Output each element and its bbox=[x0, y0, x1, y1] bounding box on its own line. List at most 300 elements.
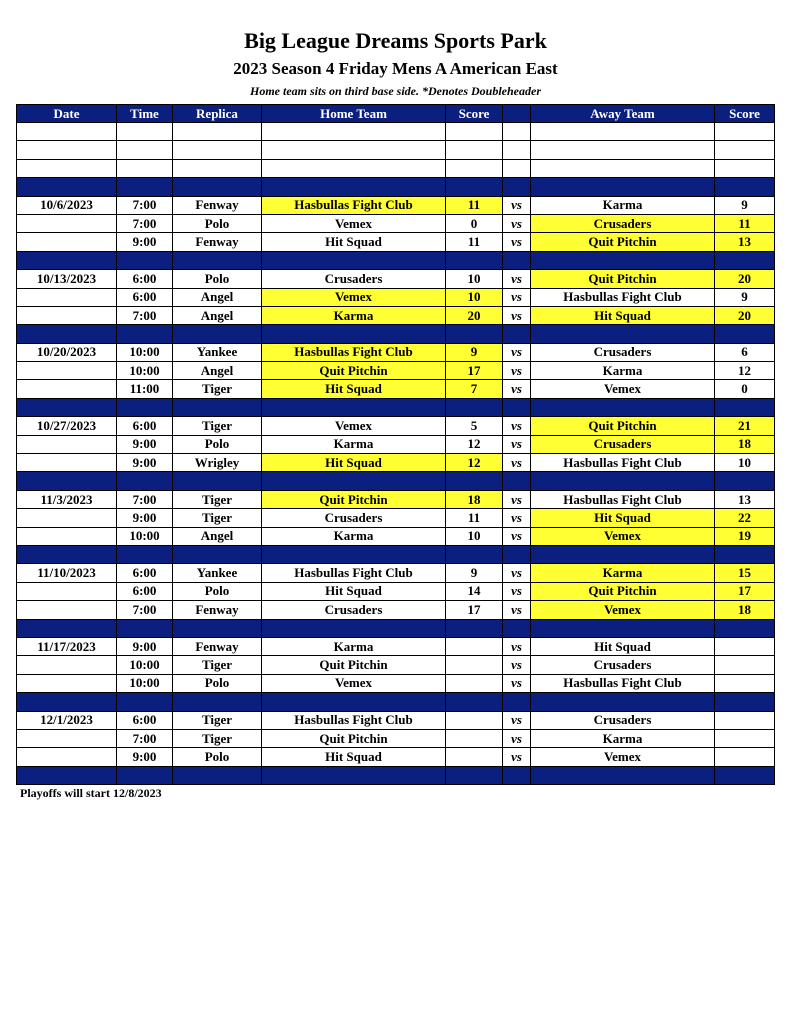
week-separator-row bbox=[17, 398, 775, 416]
home-score-cell: 7 bbox=[446, 380, 503, 398]
schedule-body bbox=[17, 123, 775, 785]
game-row bbox=[17, 656, 775, 674]
separator-cell bbox=[446, 472, 503, 490]
game-row bbox=[17, 454, 775, 472]
separator-cell bbox=[715, 545, 775, 563]
away-team-cell: Crusaders bbox=[531, 711, 715, 729]
separator-cell bbox=[531, 398, 715, 416]
time-cell: 6:00 bbox=[117, 582, 173, 600]
game-row bbox=[17, 270, 775, 288]
time-cell: 6:00 bbox=[117, 711, 173, 729]
vs-cell: vs bbox=[503, 270, 531, 288]
separator-cell bbox=[173, 178, 262, 196]
home-team-cell: Vemex bbox=[262, 417, 446, 435]
home-team-cell: Vemex bbox=[262, 214, 446, 232]
home-team-cell: Karma bbox=[262, 435, 446, 453]
empty-cell bbox=[173, 159, 262, 177]
column-header-home-score: Score bbox=[446, 105, 503, 123]
date-cell bbox=[17, 729, 117, 747]
separator-cell bbox=[262, 545, 446, 563]
home-score-cell: 17 bbox=[446, 601, 503, 619]
separator-cell bbox=[531, 545, 715, 563]
vs-cell: vs bbox=[503, 362, 531, 380]
separator-cell bbox=[117, 545, 173, 563]
game-row bbox=[17, 601, 775, 619]
home-score-cell bbox=[446, 656, 503, 674]
time-cell: 9:00 bbox=[117, 748, 173, 766]
home-team-cell: Hit Squad bbox=[262, 380, 446, 398]
game-row bbox=[17, 729, 775, 747]
separator-cell bbox=[715, 619, 775, 637]
replica-field-cell: Polo bbox=[173, 674, 262, 692]
replica-field-cell: Polo bbox=[173, 748, 262, 766]
time-cell: 7:00 bbox=[117, 490, 173, 508]
separator-cell bbox=[503, 766, 531, 784]
separator-cell bbox=[715, 766, 775, 784]
game-row bbox=[17, 527, 775, 545]
away-team-cell: Quit Pitchin bbox=[531, 417, 715, 435]
home-team-cell: Karma bbox=[262, 637, 446, 655]
empty-cell bbox=[262, 123, 446, 141]
vs-cell: vs bbox=[503, 582, 531, 600]
time-cell: 6:00 bbox=[117, 270, 173, 288]
away-score-cell: 12 bbox=[715, 362, 775, 380]
away-team-cell: Quit Pitchin bbox=[531, 233, 715, 251]
replica-field-cell: Polo bbox=[173, 582, 262, 600]
replica-field-cell: Polo bbox=[173, 270, 262, 288]
separator-cell bbox=[715, 693, 775, 711]
vs-cell: vs bbox=[503, 454, 531, 472]
empty-cell bbox=[117, 141, 173, 159]
replica-field-cell: Fenway bbox=[173, 601, 262, 619]
away-score-cell: 0 bbox=[715, 380, 775, 398]
date-cell bbox=[17, 233, 117, 251]
game-row bbox=[17, 564, 775, 582]
separator-cell bbox=[262, 693, 446, 711]
separator-cell bbox=[715, 325, 775, 343]
vs-cell: vs bbox=[503, 233, 531, 251]
separator-cell bbox=[117, 398, 173, 416]
away-score-cell: 13 bbox=[715, 233, 775, 251]
home-score-cell bbox=[446, 729, 503, 747]
empty-cell bbox=[715, 159, 775, 177]
home-score-cell: 11 bbox=[446, 233, 503, 251]
home-score-cell: 10 bbox=[446, 288, 503, 306]
vs-cell: vs bbox=[503, 527, 531, 545]
away-score-cell: 18 bbox=[715, 601, 775, 619]
replica-field-cell: Fenway bbox=[173, 637, 262, 655]
home-score-cell: 10 bbox=[446, 270, 503, 288]
separator-cell bbox=[715, 398, 775, 416]
separator-cell bbox=[262, 472, 446, 490]
away-team-cell: Quit Pitchin bbox=[531, 270, 715, 288]
separator-cell bbox=[446, 693, 503, 711]
date-cell bbox=[17, 362, 117, 380]
separator-cell bbox=[17, 766, 117, 784]
vs-cell: vs bbox=[503, 214, 531, 232]
vs-cell: vs bbox=[503, 711, 531, 729]
game-row bbox=[17, 417, 775, 435]
home-score-cell: 0 bbox=[446, 214, 503, 232]
separator-cell bbox=[446, 398, 503, 416]
page-title: Big League Dreams Sports Park bbox=[244, 28, 547, 53]
away-team-cell: Karma bbox=[531, 729, 715, 747]
separator-cell bbox=[503, 251, 531, 269]
vs-cell: vs bbox=[503, 729, 531, 747]
replica-field-cell: Polo bbox=[173, 214, 262, 232]
separator-cell bbox=[262, 398, 446, 416]
replica-field-cell: Angel bbox=[173, 527, 262, 545]
away-team-cell: Crusaders bbox=[531, 343, 715, 361]
away-team-cell: Karma bbox=[531, 362, 715, 380]
week-separator-row bbox=[17, 693, 775, 711]
empty-cell bbox=[446, 159, 503, 177]
vs-cell: vs bbox=[503, 748, 531, 766]
date-cell bbox=[17, 601, 117, 619]
time-cell: 7:00 bbox=[117, 729, 173, 747]
time-cell: 7:00 bbox=[117, 306, 173, 324]
home-team-cell: Hit Squad bbox=[262, 454, 446, 472]
away-team-cell: Vemex bbox=[531, 748, 715, 766]
separator-cell bbox=[446, 251, 503, 269]
empty-cell bbox=[715, 123, 775, 141]
page-subtitle: 2023 Season 4 Friday Mens A American East bbox=[233, 59, 558, 78]
header-row bbox=[17, 105, 775, 123]
separator-cell bbox=[503, 178, 531, 196]
game-row bbox=[17, 674, 775, 692]
home-score-cell: 11 bbox=[446, 509, 503, 527]
blank-row bbox=[17, 123, 775, 141]
home-score-cell: 11 bbox=[446, 196, 503, 214]
empty-cell bbox=[503, 141, 531, 159]
separator-cell bbox=[173, 766, 262, 784]
home-score-cell: 18 bbox=[446, 490, 503, 508]
home-score-cell: 12 bbox=[446, 454, 503, 472]
separator-cell bbox=[503, 619, 531, 637]
away-score-cell: 11 bbox=[715, 214, 775, 232]
game-row bbox=[17, 214, 775, 232]
date-cell bbox=[17, 380, 117, 398]
separator-cell bbox=[117, 693, 173, 711]
game-row bbox=[17, 306, 775, 324]
date-cell bbox=[17, 582, 117, 600]
vs-cell: vs bbox=[503, 509, 531, 527]
away-team-cell: Quit Pitchin bbox=[531, 582, 715, 600]
separator-cell bbox=[262, 178, 446, 196]
home-team-cell: Hasbullas Fight Club bbox=[262, 564, 446, 582]
vs-cell: vs bbox=[503, 196, 531, 214]
date-cell: 10/6/2023 bbox=[17, 196, 117, 214]
empty-cell bbox=[17, 123, 117, 141]
week-separator-row bbox=[17, 178, 775, 196]
page-note: Home team sits on third base side. *Denotes Doubleheader bbox=[250, 84, 541, 98]
home-team-cell: Crusaders bbox=[262, 270, 446, 288]
empty-cell bbox=[17, 141, 117, 159]
separator-cell bbox=[503, 325, 531, 343]
away-score-cell: 9 bbox=[715, 288, 775, 306]
away-score-cell bbox=[715, 656, 775, 674]
home-team-cell: Quit Pitchin bbox=[262, 656, 446, 674]
away-score-cell: 17 bbox=[715, 582, 775, 600]
game-row bbox=[17, 196, 775, 214]
time-cell: 9:00 bbox=[117, 509, 173, 527]
empty-cell bbox=[446, 123, 503, 141]
column-header-time: Time bbox=[117, 105, 173, 123]
away-score-cell: 22 bbox=[715, 509, 775, 527]
home-team-cell: Crusaders bbox=[262, 601, 446, 619]
home-team-cell: Karma bbox=[262, 527, 446, 545]
home-score-cell: 20 bbox=[446, 306, 503, 324]
empty-cell bbox=[715, 141, 775, 159]
separator-cell bbox=[17, 325, 117, 343]
game-row bbox=[17, 233, 775, 251]
time-cell: 11:00 bbox=[117, 380, 173, 398]
date-cell bbox=[17, 748, 117, 766]
vs-cell: vs bbox=[503, 417, 531, 435]
home-score-cell: 17 bbox=[446, 362, 503, 380]
game-row bbox=[17, 343, 775, 361]
away-score-cell bbox=[715, 748, 775, 766]
date-cell: 10/13/2023 bbox=[17, 270, 117, 288]
schedule-table bbox=[16, 104, 775, 785]
separator-cell bbox=[17, 545, 117, 563]
date-cell bbox=[17, 306, 117, 324]
empty-cell bbox=[117, 159, 173, 177]
away-score-cell bbox=[715, 674, 775, 692]
separator-cell bbox=[17, 472, 117, 490]
separator-cell bbox=[173, 472, 262, 490]
empty-cell bbox=[531, 123, 715, 141]
home-team-cell: Karma bbox=[262, 306, 446, 324]
time-cell: 9:00 bbox=[117, 435, 173, 453]
date-cell bbox=[17, 214, 117, 232]
separator-cell bbox=[17, 619, 117, 637]
empty-cell bbox=[503, 123, 531, 141]
date-cell: 10/27/2023 bbox=[17, 417, 117, 435]
date-cell bbox=[17, 288, 117, 306]
away-score-cell: 18 bbox=[715, 435, 775, 453]
separator-cell bbox=[446, 178, 503, 196]
date-cell: 11/17/2023 bbox=[17, 637, 117, 655]
game-row bbox=[17, 748, 775, 766]
home-team-cell: Crusaders bbox=[262, 509, 446, 527]
separator-cell bbox=[503, 472, 531, 490]
separator-cell bbox=[173, 693, 262, 711]
home-team-cell: Vemex bbox=[262, 288, 446, 306]
separator-cell bbox=[173, 251, 262, 269]
time-cell: 9:00 bbox=[117, 233, 173, 251]
empty-cell bbox=[531, 141, 715, 159]
game-row bbox=[17, 637, 775, 655]
empty-cell bbox=[446, 141, 503, 159]
away-score-cell: 6 bbox=[715, 343, 775, 361]
replica-field-cell: Angel bbox=[173, 288, 262, 306]
date-cell: 11/10/2023 bbox=[17, 564, 117, 582]
time-cell: 6:00 bbox=[117, 417, 173, 435]
game-row bbox=[17, 435, 775, 453]
column-header-date: Date bbox=[17, 105, 117, 123]
vs-cell: vs bbox=[503, 674, 531, 692]
away-team-cell: Crusaders bbox=[531, 656, 715, 674]
date-cell: 11/3/2023 bbox=[17, 490, 117, 508]
separator-cell bbox=[262, 325, 446, 343]
empty-cell bbox=[503, 159, 531, 177]
date-cell bbox=[17, 509, 117, 527]
empty-cell bbox=[262, 159, 446, 177]
away-score-cell bbox=[715, 637, 775, 655]
home-team-cell: Quit Pitchin bbox=[262, 490, 446, 508]
replica-field-cell: Tiger bbox=[173, 380, 262, 398]
vs-cell: vs bbox=[503, 343, 531, 361]
separator-cell bbox=[17, 693, 117, 711]
replica-field-cell: Angel bbox=[173, 362, 262, 380]
away-score-cell bbox=[715, 711, 775, 729]
away-team-cell: Hit Squad bbox=[531, 306, 715, 324]
away-team-cell: Crusaders bbox=[531, 214, 715, 232]
separator-cell bbox=[117, 325, 173, 343]
footer-note: Playoffs will start 12/8/2023 bbox=[20, 786, 162, 800]
home-team-cell: Quit Pitchin bbox=[262, 362, 446, 380]
away-score-cell: 21 bbox=[715, 417, 775, 435]
empty-cell bbox=[17, 159, 117, 177]
away-team-cell: Hasbullas Fight Club bbox=[531, 288, 715, 306]
away-team-cell: Hit Squad bbox=[531, 509, 715, 527]
home-team-cell: Vemex bbox=[262, 674, 446, 692]
date-cell: 12/1/2023 bbox=[17, 711, 117, 729]
separator-cell bbox=[715, 178, 775, 196]
replica-field-cell: Yankee bbox=[173, 343, 262, 361]
vs-cell: vs bbox=[503, 435, 531, 453]
replica-field-cell: Polo bbox=[173, 435, 262, 453]
game-row bbox=[17, 509, 775, 527]
separator-cell bbox=[503, 545, 531, 563]
date-cell bbox=[17, 435, 117, 453]
home-score-cell bbox=[446, 711, 503, 729]
separator-cell bbox=[173, 325, 262, 343]
home-team-cell: Hasbullas Fight Club bbox=[262, 196, 446, 214]
empty-cell bbox=[173, 141, 262, 159]
time-cell: 10:00 bbox=[117, 362, 173, 380]
separator-cell bbox=[531, 178, 715, 196]
separator-cell bbox=[531, 766, 715, 784]
separator-cell bbox=[17, 251, 117, 269]
away-team-cell: Crusaders bbox=[531, 435, 715, 453]
replica-field-cell: Tiger bbox=[173, 729, 262, 747]
week-separator-row bbox=[17, 545, 775, 563]
week-separator-row bbox=[17, 251, 775, 269]
replica-field-cell: Wrigley bbox=[173, 454, 262, 472]
away-team-cell: Hasbullas Fight Club bbox=[531, 674, 715, 692]
time-cell: 9:00 bbox=[117, 454, 173, 472]
game-row bbox=[17, 490, 775, 508]
separator-cell bbox=[503, 693, 531, 711]
game-row bbox=[17, 582, 775, 600]
away-team-cell: Vemex bbox=[531, 380, 715, 398]
time-cell: 6:00 bbox=[117, 564, 173, 582]
away-score-cell: 19 bbox=[715, 527, 775, 545]
time-cell: 7:00 bbox=[117, 601, 173, 619]
replica-field-cell: Fenway bbox=[173, 233, 262, 251]
vs-cell: vs bbox=[503, 490, 531, 508]
away-team-cell: Karma bbox=[531, 564, 715, 582]
away-score-cell: 13 bbox=[715, 490, 775, 508]
home-team-cell: Hasbullas Fight Club bbox=[262, 343, 446, 361]
separator-cell bbox=[446, 325, 503, 343]
replica-field-cell: Angel bbox=[173, 306, 262, 324]
date-cell bbox=[17, 454, 117, 472]
home-team-cell: Hit Squad bbox=[262, 748, 446, 766]
empty-cell bbox=[262, 141, 446, 159]
separator-cell bbox=[503, 398, 531, 416]
replica-field-cell: Tiger bbox=[173, 711, 262, 729]
home-team-cell: Hit Squad bbox=[262, 582, 446, 600]
replica-field-cell: Tiger bbox=[173, 509, 262, 527]
time-cell: 10:00 bbox=[117, 674, 173, 692]
away-team-cell: Vemex bbox=[531, 527, 715, 545]
away-score-cell: 10 bbox=[715, 454, 775, 472]
separator-cell bbox=[117, 619, 173, 637]
separator-cell bbox=[117, 766, 173, 784]
away-score-cell: 20 bbox=[715, 306, 775, 324]
separator-cell bbox=[17, 178, 117, 196]
home-score-cell bbox=[446, 674, 503, 692]
away-team-cell: Hit Squad bbox=[531, 637, 715, 655]
separator-cell bbox=[173, 398, 262, 416]
separator-cell bbox=[117, 178, 173, 196]
column-header-vs bbox=[503, 105, 531, 123]
date-cell bbox=[17, 527, 117, 545]
home-score-cell bbox=[446, 748, 503, 766]
date-cell bbox=[17, 656, 117, 674]
time-cell: 10:00 bbox=[117, 656, 173, 674]
time-cell: 7:00 bbox=[117, 214, 173, 232]
replica-field-cell: Fenway bbox=[173, 196, 262, 214]
blank-row bbox=[17, 141, 775, 159]
separator-cell bbox=[715, 472, 775, 490]
empty-cell bbox=[173, 123, 262, 141]
separator-cell bbox=[531, 693, 715, 711]
empty-cell bbox=[531, 159, 715, 177]
separator-cell bbox=[262, 251, 446, 269]
date-cell: 10/20/2023 bbox=[17, 343, 117, 361]
separator-cell bbox=[531, 472, 715, 490]
separator-cell bbox=[17, 398, 117, 416]
separator-cell bbox=[715, 251, 775, 269]
away-team-cell: Hasbullas Fight Club bbox=[531, 454, 715, 472]
away-team-cell: Hasbullas Fight Club bbox=[531, 490, 715, 508]
separator-cell bbox=[446, 545, 503, 563]
away-score-cell: 20 bbox=[715, 270, 775, 288]
column-header-replica: Replica bbox=[173, 105, 262, 123]
separator-cell bbox=[446, 619, 503, 637]
vs-cell: vs bbox=[503, 564, 531, 582]
separator-cell bbox=[446, 766, 503, 784]
home-score-cell: 9 bbox=[446, 343, 503, 361]
away-score-cell: 15 bbox=[715, 564, 775, 582]
replica-field-cell: Tiger bbox=[173, 417, 262, 435]
separator-cell bbox=[531, 251, 715, 269]
separator-cell bbox=[173, 619, 262, 637]
away-team-cell: Vemex bbox=[531, 601, 715, 619]
home-score-cell bbox=[446, 637, 503, 655]
home-team-cell: Hasbullas Fight Club bbox=[262, 711, 446, 729]
home-score-cell: 5 bbox=[446, 417, 503, 435]
vs-cell: vs bbox=[503, 656, 531, 674]
separator-cell bbox=[173, 545, 262, 563]
separator-cell bbox=[262, 619, 446, 637]
time-cell: 9:00 bbox=[117, 637, 173, 655]
separator-cell bbox=[117, 472, 173, 490]
